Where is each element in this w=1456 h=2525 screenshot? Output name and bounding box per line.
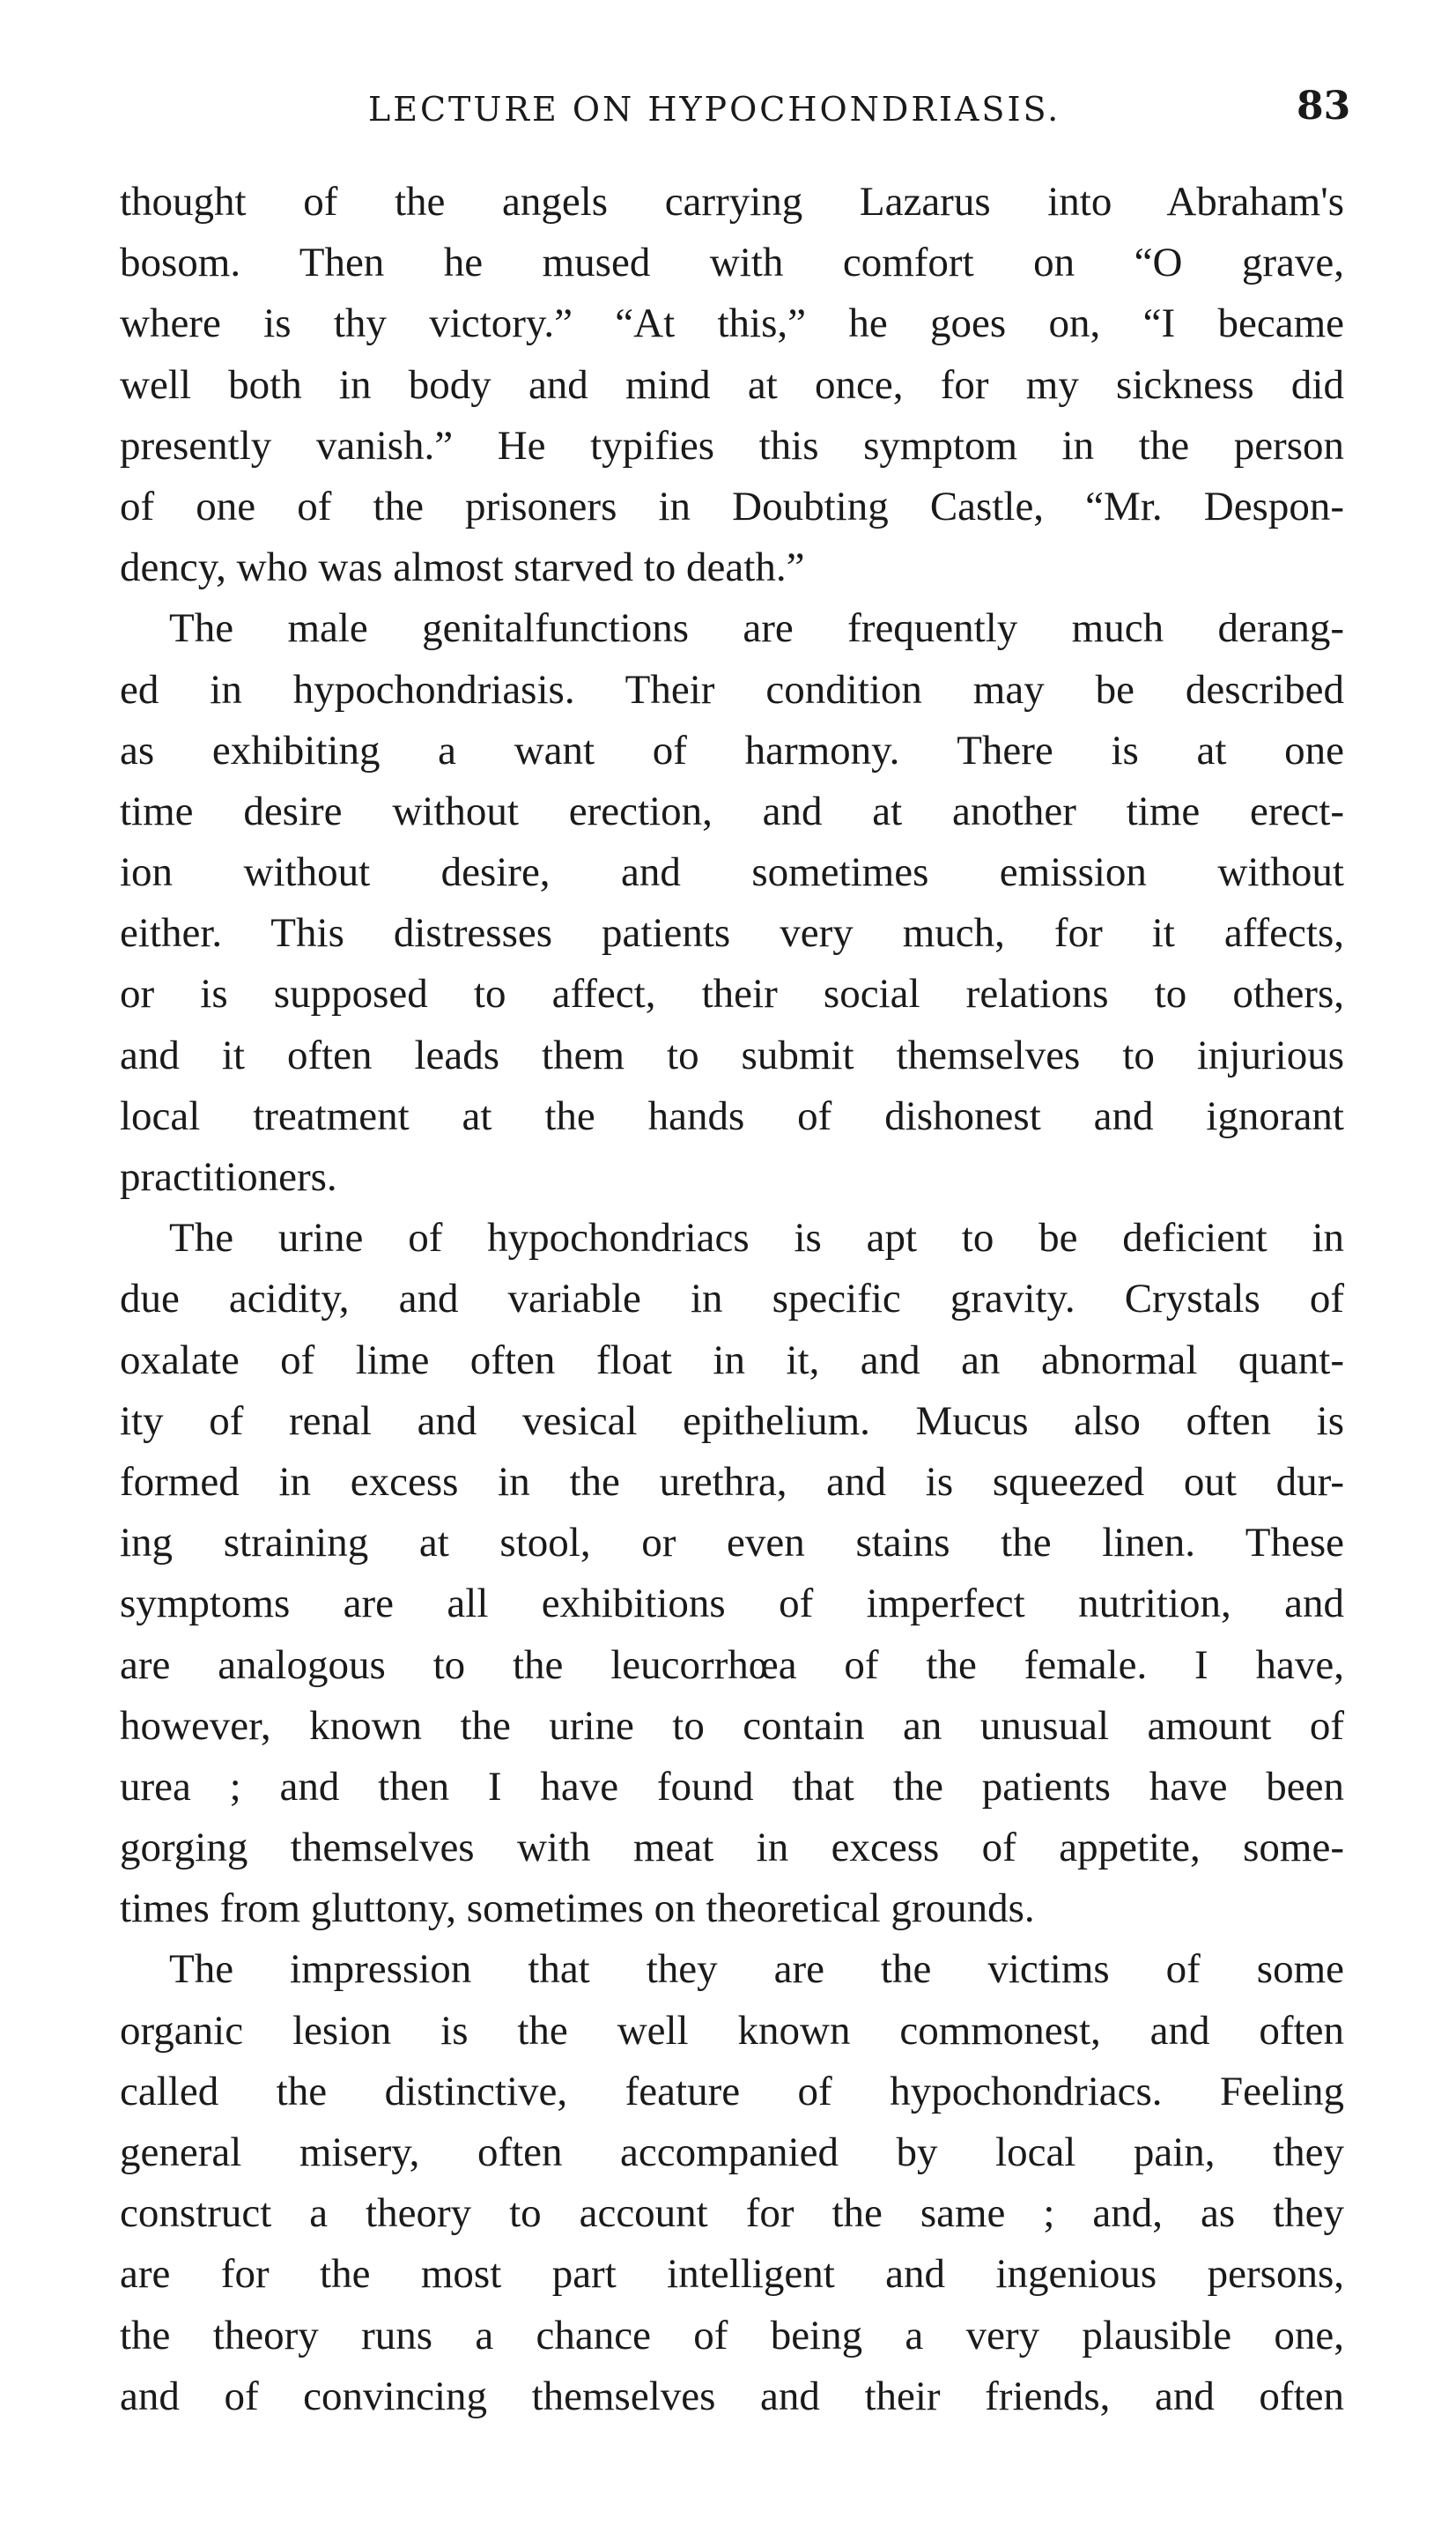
text-line: gorging themselves with meat in excess of appetite, some-	[120, 1825, 1344, 1871]
paragraph-2	[120, 598, 1344, 1208]
text-line: the theory runs a chance of being a very plausible one,	[120, 2312, 1344, 2358]
text-line: as exhibiting a want of harmony. There is at one	[120, 727, 1344, 774]
text-line: ed in hypochondriasis. Their condition may be described	[120, 666, 1344, 713]
text-line: practitioners.	[120, 1154, 337, 1200]
text-line: however, known the urine to contain an unusual amount of	[120, 1702, 1344, 1749]
text-line: general misery, often accompanied by local pain, they	[120, 2129, 1344, 2175]
paragraph-4	[120, 1939, 1344, 2427]
text-line: and it often leads them to submit themselves to injurious	[120, 1032, 1344, 1078]
text-line: ity of renal and vesical epithelium. Mucus also often is	[120, 1397, 1344, 1444]
running-title: LECTURE ON HYPOCHONDRIASIS.	[368, 90, 1061, 129]
text-line: formed in excess in the urethra, and is squeezed out dur-	[120, 1458, 1344, 1505]
running-head	[0, 81, 1456, 152]
text-line: where is thy victory.” “At this,” he goes on, “I became	[120, 300, 1344, 347]
paragraph-3	[120, 1208, 1344, 1939]
paragraph-1	[120, 172, 1344, 598]
text-line: are analogous to the leucorrhœa of the female. I have,	[120, 1641, 1344, 1688]
text-line: of one of the prisoners in Doubting Castle, “Mr. Despon-	[120, 483, 1344, 529]
text-line: ing straining at stool, or even stains the linen. These	[120, 1520, 1344, 1566]
text-line: urea ; and then I have found that the patients have been	[120, 1763, 1344, 1810]
text-line: construct a theory to account for the same ; and, as they	[120, 2190, 1344, 2237]
body-text	[120, 172, 1344, 2427]
text-line: either. This distresses patients very much, for it affects,	[120, 910, 1344, 957]
text-line: called the distinctive, feature of hypochondriacs. Feeling	[120, 2068, 1344, 2114]
text-line: The impression that they are the victims of some	[169, 1946, 1344, 1993]
text-line: well both in body and mind at once, for my sickness did	[120, 361, 1344, 408]
text-line: bosom. Then he mused with comfort on “O grave,	[120, 240, 1344, 286]
text-line: thought of the angels carrying Lazarus into Abraham's	[120, 179, 1344, 225]
text-line: dency, who was almost starved to death.”	[120, 544, 805, 591]
text-line: symptoms are all exhibitions of imperfect nutrition, and	[120, 1581, 1344, 1627]
text-line: are for the most part intelligent and ingenious persons,	[120, 2251, 1344, 2298]
text-line: organic lesion is the well known commonest, and often	[120, 2007, 1344, 2054]
text-line: and of convincing themselves and their friends, and often	[120, 2373, 1344, 2419]
text-line: presently vanish.” He typifies this symptom in the person	[120, 422, 1344, 469]
text-line: local treatment at the hands of dishonest and ignorant	[120, 1092, 1344, 1139]
text-line: The male genitalfunctions are frequently much derang-	[169, 605, 1344, 652]
page-number: 83	[1297, 84, 1351, 129]
text-line: times from gluttony, sometimes on theoretical grounds.	[120, 1885, 1035, 1932]
text-line: due acidity, and variable in specific gravity. Crystals of	[120, 1276, 1344, 1322]
text-line: oxalate of lime often float in it, and an abnormal quant-	[120, 1337, 1344, 1383]
text-line: The urine of hypochondriacs is apt to be deficient in	[169, 1215, 1344, 1262]
text-line: or is supposed to affect, their social relations to others,	[120, 971, 1344, 1018]
text-line: time desire without erection, and at another time erect-	[120, 788, 1344, 834]
text-line: ion without desire, and sometimes emission without	[120, 849, 1344, 896]
